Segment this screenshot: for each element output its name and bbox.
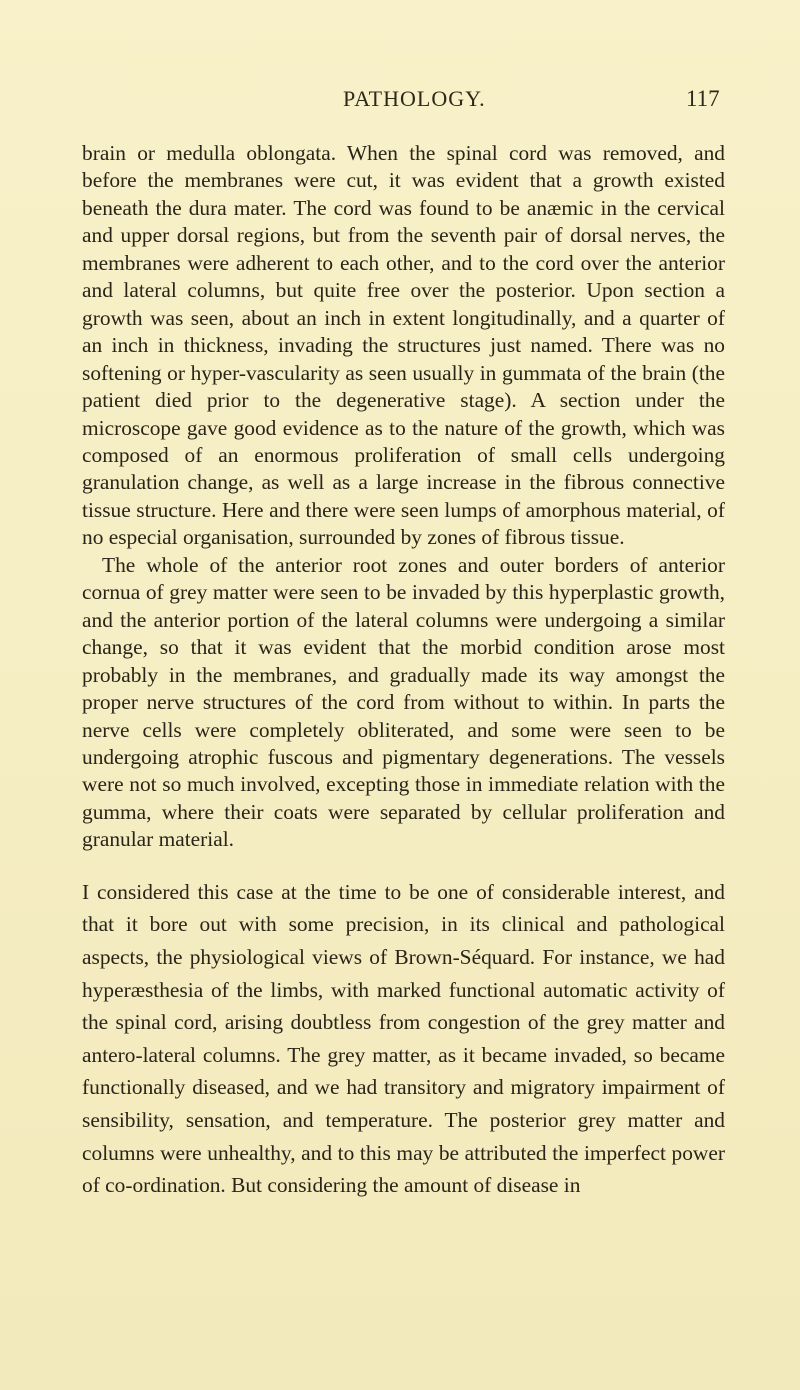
paragraph-2: The whole of the anterior root zones and outer borders of anterior cornua of grey matter were seen to be invaded by this hyperplastic growth, and the anterior portion of the lateral columns were undergoing a similar change, so that it was evident that the morbid condition arose most probably in the membranes, and gradually made its way amongst the proper nerve structures of the cord from without to within. In parts the nerve cells were completely obliterated, and some were seen to be undergoing atrophic fuscous and pigmentary degenerations. The vessels were not so much involved, excepting those in immediate relation with the gumma, where their coats were separated by cellular proliferation and granular material. xyxy=(82,552,725,852)
running-head: PATHOLOGY. xyxy=(343,86,486,111)
page-header xyxy=(0,86,800,126)
body-text xyxy=(82,140,725,1202)
paragraph-3: I considered this case at the time to be one of considerable interest, and that it bore out with some precision, in its clinical and pathological aspects, the physiological views of Brown-Séquard. For instance, we had hyperæsthesia of the limbs, with marked functional automatic activity of the spinal cord, arising doubtless from congestion of the grey matter and antero-lateral columns. The grey matter, as it became invaded, so became functionally diseased, and we had transitory and migratory impairment of sensibility, sensation, and temperature. The posterior grey matter and columns were unhealthy, and to this may be attributed the imperfect power of co-ordination. But considering the amount of disease in xyxy=(82,879,725,1198)
page-number: 117 xyxy=(686,86,720,111)
paragraph-1: brain or medulla oblongata. When the spinal cord was removed, and before the membranes were cut, it was evident that a growth existed beneath the dura mater. The cord was found to be anæmic in the cervical and upper dorsal regions, but from the seventh pair of dorsal nerves, the membranes were adherent to each other, and to the cord over the anterior and lateral columns, but quite free over the posterior. Upon section a growth was seen, about an inch in extent longitudinally, and a quarter of an inch in thickness, invading the structures just named. There was no softening or hyper-vascularity as seen usually in gummata of the brain (the patient died prior to the degenerative stage). A section under the microscope gave good evidence as to the nature of the growth, which was composed of an enormous proliferation of small cells undergoing granulation change, as well as a large increase in the fibrous connective tissue structure. Here and there were seen lumps of amorphous material, of no especial organisation, surrounded by zones of fibrous tissue. xyxy=(82,141,725,550)
